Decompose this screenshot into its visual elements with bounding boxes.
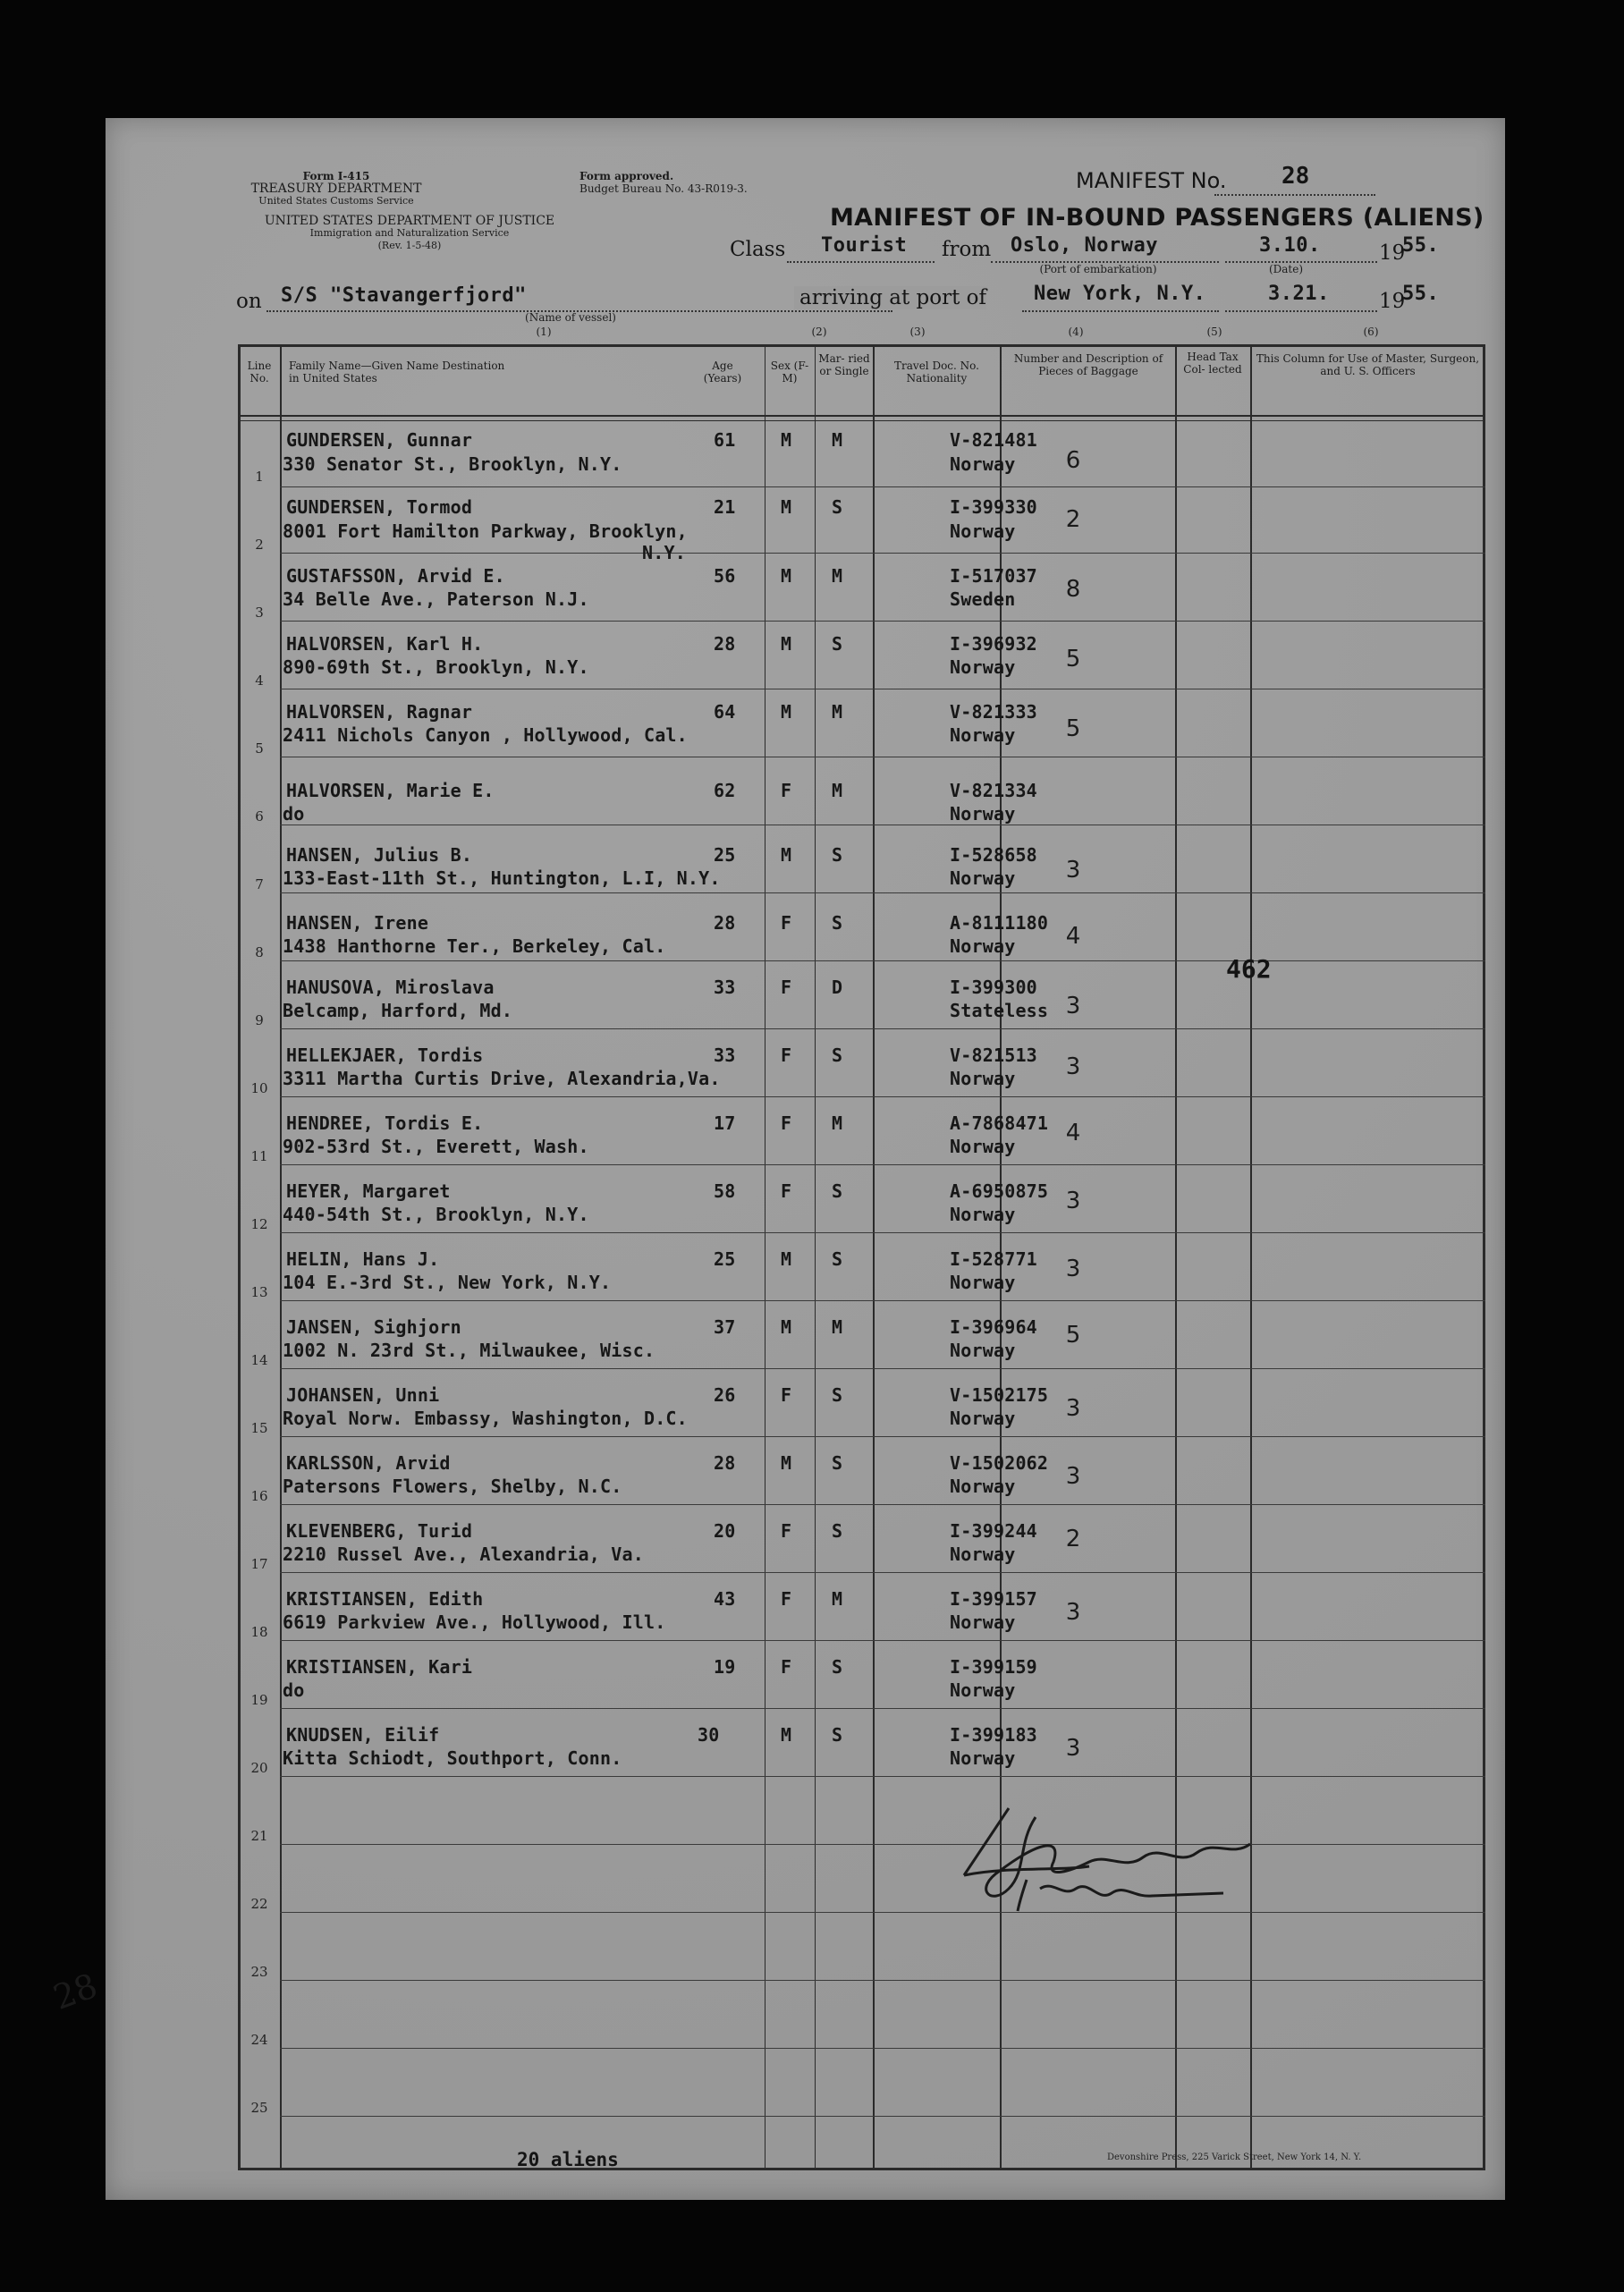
baggage-count: 3 <box>1065 1256 1081 1282</box>
nationality: Norway <box>950 1204 1016 1225</box>
line-number: 23 <box>250 1964 268 1980</box>
passenger-destination: 440-54th St., Brooklyn, N.Y. <box>283 1204 589 1225</box>
passenger-married: S <box>832 1520 843 1542</box>
class-value: Tourist <box>821 234 908 257</box>
passenger-destination: 8001 Fort Hamilton Parkway, Brooklyn, <box>283 520 688 542</box>
baggage-count: 4 <box>1065 923 1081 950</box>
passenger-name: HANSEN, Julius B. <box>286 844 473 866</box>
passenger-destination: 133-East-11th St., Huntington, L.I, N.Y. <box>283 867 721 889</box>
line-number: 10 <box>250 1080 268 1096</box>
passenger-name: HENDREE, Tordis E. <box>286 1112 484 1134</box>
officer-signature <box>955 1781 1295 1916</box>
arrival-date-line <box>1225 310 1377 312</box>
row-rule <box>280 621 1485 622</box>
travel-doc: I-396964 <box>950 1316 1037 1338</box>
passenger-destination: do <box>283 803 305 825</box>
port-caption: (Port of embarkation) <box>1039 263 1157 275</box>
passenger-sex: M <box>781 496 792 518</box>
passenger-destination: 34 Belle Ave., Paterson N.J. <box>283 588 589 610</box>
passenger-married: M <box>832 565 843 587</box>
travel-doc: A-7868471 <box>950 1112 1049 1134</box>
passenger-name: HALVORSEN, Karl H. <box>286 633 484 655</box>
row-rule <box>280 1776 1485 1777</box>
passenger-age: 19 <box>714 1656 736 1678</box>
passenger-sex: F <box>781 1112 792 1134</box>
row-rule <box>280 1572 1485 1573</box>
row-rule <box>280 2116 1485 2117</box>
passenger-age: 17 <box>714 1112 736 1134</box>
passenger-name: JANSEN, Sighjorn <box>286 1316 461 1338</box>
travel-doc: A-8111180 <box>950 912 1049 934</box>
travel-doc: V-1502175 <box>950 1384 1049 1406</box>
line-number: 2 <box>255 537 264 553</box>
passenger-married: S <box>832 1384 843 1406</box>
col-divider <box>815 344 816 2170</box>
arrival-port-line <box>1022 310 1219 312</box>
nationality: Norway <box>950 1611 1016 1633</box>
manifest-no-value: 28 <box>1281 163 1310 190</box>
line-number: 18 <box>250 1624 268 1640</box>
nationality: Norway <box>950 724 1016 746</box>
baggage-count: 2 <box>1065 506 1081 533</box>
passenger-name: KARLSSON, Arvid <box>286 1452 451 1474</box>
passenger-destination: 1002 N. 23rd St., Milwaukee, Wisc. <box>283 1340 656 1361</box>
passenger-age: 33 <box>714 977 736 998</box>
officer-note: 462 <box>1226 954 1272 984</box>
header-rule <box>238 420 1485 421</box>
passenger-destination: Kitta Schiodt, Southport, Conn. <box>283 1747 622 1769</box>
passenger-name: KNUDSEN, Eilif <box>286 1724 440 1746</box>
line-number: 12 <box>250 1216 268 1232</box>
travel-doc: I-399183 <box>950 1724 1037 1746</box>
passenger-destination: 902-53rd St., Everett, Wash. <box>283 1136 589 1157</box>
passenger-name: KRISTIANSEN, Kari <box>286 1656 473 1678</box>
passenger-age: 28 <box>714 1452 736 1474</box>
col-divider <box>280 344 282 2170</box>
passenger-destination: 104 E.-3rd St., New York, N.Y. <box>283 1272 612 1293</box>
line-number: 1 <box>255 469 264 485</box>
nationality: Norway <box>950 453 1016 475</box>
passenger-name: GUSTAFSSON, Arvid E. <box>286 565 505 587</box>
alien-count: 20 aliens <box>517 2149 619 2170</box>
row-rule <box>280 1368 1485 1369</box>
passenger-age: 28 <box>714 633 736 655</box>
passenger-destination: Royal Norw. Embassy, Washington, D.C. <box>283 1408 688 1429</box>
column-number: (2) <box>811 326 827 338</box>
passenger-age: 28 <box>714 912 736 934</box>
nationality: Norway <box>950 1136 1016 1157</box>
passenger-age: 21 <box>714 496 736 518</box>
arrival-port: New York, N.Y. <box>1034 283 1206 305</box>
baggage-count: 5 <box>1065 646 1081 672</box>
travel-doc: V-821334 <box>950 780 1037 801</box>
passenger-married: S <box>832 1248 843 1270</box>
baggage-count: 5 <box>1065 715 1081 742</box>
line-number: 11 <box>250 1148 268 1164</box>
line-number: 13 <box>250 1284 268 1300</box>
passenger-sex: F <box>781 1656 792 1678</box>
class-line <box>787 261 935 263</box>
manifest-no-label: MANIFEST No. <box>1076 168 1227 193</box>
line-number: 9 <box>255 1012 264 1028</box>
baggage-count: 3 <box>1065 1735 1081 1762</box>
line-number: 19 <box>250 1692 268 1708</box>
col-header-officers: This Column for Use of Master, Surgeon, and U. S. Officers <box>1256 352 1480 377</box>
nationality: Norway <box>950 803 1016 825</box>
passenger-destination: Patersons Flowers, Shelby, N.C. <box>283 1476 622 1497</box>
passenger-age: 25 <box>714 844 736 866</box>
baggage-count: 3 <box>1065 1463 1081 1490</box>
baggage-count: 3 <box>1065 1188 1081 1214</box>
passenger-name: GUNDERSEN, Gunnar <box>286 429 473 451</box>
travel-doc: V-1502062 <box>950 1452 1049 1474</box>
row-rule <box>280 1844 1485 1845</box>
manifest-title: MANIFEST OF IN-BOUND PASSENGERS (ALIENS) <box>830 204 1484 232</box>
col-header-travel: Travel Doc. No. Nationality <box>894 359 979 385</box>
class-label: Class <box>730 238 786 261</box>
passenger-age: 64 <box>714 701 736 723</box>
passenger-destination: 890-69th St., Brooklyn, N.Y. <box>283 656 589 678</box>
nationality: Stateless <box>950 1000 1049 1021</box>
justice-block <box>231 215 588 252</box>
margin-page-note: 28 <box>47 1966 103 2017</box>
passenger-destination: Belcamp, Harford, Md. <box>283 1000 513 1021</box>
row-rule <box>280 486 1485 487</box>
form-number: Form I-415 <box>302 170 370 182</box>
nationality: Norway <box>950 1408 1016 1429</box>
passenger-married: S <box>832 1724 843 1746</box>
passenger-age: 26 <box>714 1384 736 1406</box>
passenger-sex: M <box>781 633 792 655</box>
manifest-no-line <box>1214 194 1375 196</box>
col-header-married: Mar- ried or Single <box>818 352 870 377</box>
travel-doc: I-396932 <box>950 633 1037 655</box>
nationality: Norway <box>950 1679 1016 1701</box>
passenger-destination: 3311 Martha Curtis Drive, Alexandria,Va. <box>283 1068 721 1089</box>
row-rule <box>280 2048 1485 2049</box>
col-header-baggage: Number and Description of Pieces of Baggage <box>1013 352 1163 377</box>
col-header-age: Age (Years) <box>703 359 742 385</box>
budget-bureau: Budget Bureau No. 43-R019-3. <box>579 182 748 195</box>
line-number: 20 <box>250 1760 268 1776</box>
nationality: Sweden <box>950 588 1016 610</box>
travel-doc: I-528771 <box>950 1248 1037 1270</box>
passenger-sex: M <box>781 1316 792 1338</box>
line-number: 14 <box>250 1352 268 1368</box>
passenger-destination: 2210 Russel Ave., Alexandria, Va. <box>283 1544 644 1565</box>
baggage-count: 3 <box>1065 857 1081 884</box>
baggage-count: 4 <box>1065 1120 1081 1146</box>
line-number: 8 <box>255 944 264 960</box>
travel-doc: I-399157 <box>950 1588 1037 1610</box>
form-agency-block <box>247 170 426 207</box>
baggage-count: 3 <box>1065 993 1081 1019</box>
passenger-married: M <box>832 1588 843 1610</box>
approval-block <box>579 170 758 195</box>
travel-doc: A-6950875 <box>950 1180 1049 1202</box>
column-number: (3) <box>909 326 926 338</box>
baggage-count: 8 <box>1065 576 1081 603</box>
passenger-married: S <box>832 1180 843 1202</box>
nationality: Norway <box>950 520 1016 542</box>
nationality: Norway <box>950 656 1016 678</box>
baggage-count: 5 <box>1065 1322 1081 1349</box>
passenger-destination: 6619 Parkview Ave., Hollywood, Ill. <box>283 1611 666 1633</box>
nationality: Norway <box>950 1272 1016 1293</box>
line-number: 22 <box>250 1896 268 1912</box>
passenger-name: HALVORSEN, Ragnar <box>286 701 473 723</box>
travel-doc: I-399159 <box>950 1656 1037 1678</box>
line-number: 5 <box>255 740 264 757</box>
passenger-sex: F <box>781 912 792 934</box>
embark-year: 55. <box>1402 234 1440 257</box>
port-of-embarkation: Oslo, Norway <box>1011 234 1158 257</box>
passenger-sex: M <box>781 1724 792 1746</box>
passenger-married: D <box>832 977 843 998</box>
on-label: on <box>236 290 262 313</box>
passenger-name: JOHANSEN, Unni <box>286 1384 440 1406</box>
arrival-year-prefix: 19 <box>1379 290 1406 313</box>
row-rule <box>280 553 1485 554</box>
travel-doc: I-517037 <box>950 565 1037 587</box>
form-approved: Form approved. <box>579 170 674 182</box>
passenger-name: HELLEKJAER, Tordis <box>286 1045 484 1066</box>
row-rule <box>280 1708 1485 1709</box>
column-number: (5) <box>1206 326 1222 338</box>
header-rule <box>238 415 1485 417</box>
passenger-name: HANSEN, Irene <box>286 912 429 934</box>
baggage-count: 6 <box>1065 447 1081 474</box>
passenger-name: GUNDERSEN, Tormod <box>286 496 473 518</box>
row-rule <box>280 1640 1485 1641</box>
baggage-count: 3 <box>1065 1395 1081 1422</box>
passenger-married: S <box>832 633 843 655</box>
col-header-sex: Sex (F-M) <box>770 359 809 385</box>
passenger-name: HANUSOVA, Miroslava <box>286 977 495 998</box>
vessel-name: S/S "Stavangerfjord" <box>281 284 527 307</box>
row-rule <box>280 1980 1485 1981</box>
passenger-married: S <box>832 844 843 866</box>
passenger-sex: M <box>781 701 792 723</box>
row-rule <box>280 1300 1485 1301</box>
line-number: 3 <box>255 605 264 621</box>
col-header-head-tax: Head Tax Col- lected <box>1183 351 1242 376</box>
passenger-married: S <box>832 496 843 518</box>
passenger-sex: M <box>781 1452 792 1474</box>
ins-service: Immigration and Naturalization Service <box>309 227 510 239</box>
passenger-married: M <box>832 780 843 801</box>
travel-doc: I-399300 <box>950 977 1037 998</box>
passenger-age: 43 <box>714 1588 736 1610</box>
passenger-age: 58 <box>714 1180 736 1202</box>
baggage-count: 3 <box>1065 1599 1081 1626</box>
justice-dept: UNITED STATES DEPARTMENT OF JUSTICE <box>264 214 555 228</box>
passenger-sex: F <box>781 1045 792 1066</box>
line-number: 25 <box>250 2100 268 2116</box>
from-label: from <box>942 238 992 261</box>
passenger-destination: 330 Senator St., Brooklyn, N.Y. <box>283 453 622 475</box>
travel-doc: I-528658 <box>950 844 1037 866</box>
passenger-age: 61 <box>714 429 736 451</box>
column-number: (1) <box>536 326 552 338</box>
row-rule <box>280 1912 1485 1913</box>
form-revision: (Rev. 1-5-48) <box>377 240 442 251</box>
nationality: Norway <box>950 1068 1016 1089</box>
passenger-destination-cont: N.Y. <box>642 542 686 563</box>
passenger-age: 37 <box>714 1316 736 1338</box>
passenger-age: 33 <box>714 1045 736 1066</box>
line-number: 6 <box>255 808 264 825</box>
year-prefix: 19 <box>1379 241 1406 265</box>
passenger-married: S <box>832 1656 843 1678</box>
line-number: 24 <box>250 2032 268 2048</box>
col-header-name: Family Name—Given Name Destination in United States <box>289 359 505 385</box>
line-number: 7 <box>255 876 264 892</box>
passenger-married: M <box>832 429 843 451</box>
line-number: 16 <box>250 1488 268 1504</box>
row-rule <box>280 1232 1485 1233</box>
passenger-age: 62 <box>714 780 736 801</box>
printer-imprint: Devonshire Press, 225 Varick Street, New York 14, N. Y. <box>1107 2152 1362 2162</box>
row-rule <box>280 892 1485 893</box>
col-header-line: Line No. <box>247 359 272 385</box>
treasury-dept: TREASURY DEPARTMENT <box>250 182 422 196</box>
passenger-sex: M <box>781 429 792 451</box>
travel-doc: I-399330 <box>950 496 1037 518</box>
passenger-married: M <box>832 1316 843 1338</box>
arrival-date: 3.21. <box>1268 283 1330 305</box>
travel-doc: V-821333 <box>950 701 1037 723</box>
travel-doc: V-821481 <box>950 429 1037 451</box>
passenger-sex: F <box>781 1588 792 1610</box>
baggage-count: 3 <box>1065 1053 1081 1080</box>
line-number: 21 <box>250 1828 268 1844</box>
arriving-label: arriving at port of <box>794 286 986 309</box>
passenger-married: S <box>832 1452 843 1474</box>
passenger-married: M <box>832 1112 843 1134</box>
row-rule <box>280 1504 1485 1505</box>
passenger-sex: M <box>781 1248 792 1270</box>
passenger-sex: F <box>781 1520 792 1542</box>
passenger-sex: F <box>781 1384 792 1406</box>
customs-service: United States Customs Service <box>258 195 414 207</box>
passenger-married: S <box>832 912 843 934</box>
nationality: Norway <box>950 1476 1016 1497</box>
passenger-name: HEYER, Margaret <box>286 1180 451 1202</box>
passenger-married: S <box>832 1045 843 1066</box>
passenger-age: 56 <box>714 565 736 587</box>
row-rule <box>280 1164 1485 1165</box>
nationality: Norway <box>950 1747 1016 1769</box>
vessel-caption: (Name of vessel) <box>525 311 616 324</box>
passenger-name: KRISTIANSEN, Edith <box>286 1588 484 1610</box>
passenger-destination: 1438 Hanthorne Ter., Berkeley, Cal. <box>283 935 666 957</box>
row-rule <box>280 960 1485 961</box>
col-divider <box>873 344 875 2170</box>
passenger-sex: M <box>781 565 792 587</box>
passenger-name: HELIN, Hans J. <box>286 1248 440 1270</box>
line-number: 17 <box>250 1556 268 1572</box>
baggage-count: 2 <box>1065 1526 1081 1552</box>
passenger-age: 20 <box>714 1520 736 1542</box>
passenger-sex: M <box>781 844 792 866</box>
nationality: Norway <box>950 1340 1016 1361</box>
travel-doc: V-821513 <box>950 1045 1037 1066</box>
passenger-destination: 2411 Nichols Canyon , Hollywood, Cal. <box>283 724 688 746</box>
row-rule <box>280 1096 1485 1097</box>
column-number: (6) <box>1363 326 1379 338</box>
nationality: Norway <box>950 1544 1016 1565</box>
travel-doc: I-399244 <box>950 1520 1037 1542</box>
row-rule <box>280 1028 1485 1029</box>
embark-date: 3.10. <box>1259 234 1321 257</box>
passenger-destination: do <box>283 1679 305 1701</box>
manifest-page <box>106 118 1505 2200</box>
line-number: 4 <box>255 672 264 689</box>
passenger-sex: F <box>781 1180 792 1202</box>
passenger-married: M <box>832 701 843 723</box>
passenger-sex: F <box>781 977 792 998</box>
passenger-age: 25 <box>714 1248 736 1270</box>
nationality: Norway <box>950 867 1016 889</box>
line-number: 15 <box>250 1420 268 1436</box>
passenger-name: KLEVENBERG, Turid <box>286 1520 473 1542</box>
arrival-year: 55. <box>1402 283 1440 305</box>
passenger-name: HALVORSEN, Marie E. <box>286 780 495 801</box>
passenger-sex: F <box>781 780 792 801</box>
date-caption: (Date) <box>1268 263 1304 275</box>
nationality: Norway <box>950 935 1016 957</box>
row-rule <box>280 1436 1485 1437</box>
passenger-age: 30 <box>698 1724 720 1746</box>
column-number: (4) <box>1068 326 1084 338</box>
